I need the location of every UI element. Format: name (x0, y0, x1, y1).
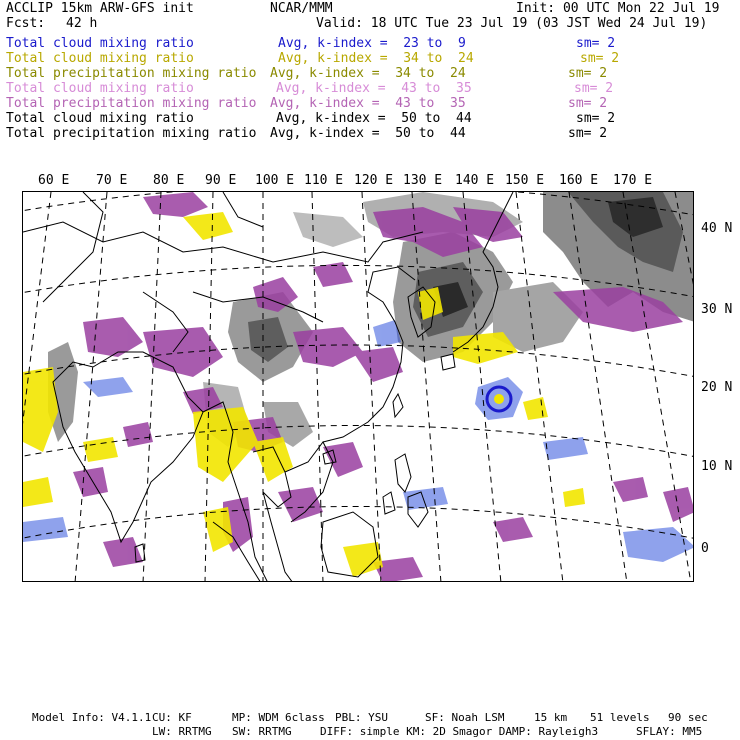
init-time: Init: 00 UTC Mon 22 Jul 19 (516, 1, 720, 16)
legend-sm: sm= 2 (568, 96, 608, 111)
lat-label: 30 N (701, 302, 733, 317)
legend-sm: sm= 2 (576, 36, 616, 51)
footer-pbl: PBL: YSU (335, 711, 388, 724)
legend-field: Total precipitation mixing ratio (6, 66, 257, 81)
footer-sf: SF: Noah LSM (425, 711, 505, 724)
lon-label: 90 E (205, 173, 237, 188)
forecast-hour: 42 h (66, 16, 98, 31)
footer-mp: MP: WDM 6class (232, 711, 325, 724)
legend-field: Total precipitation mixing ratio (6, 126, 257, 141)
lon-label: 60 E (38, 173, 70, 188)
legend-avg: Avg, k-index = 23 to 9 (278, 36, 466, 51)
lon-label: 120 E (354, 173, 394, 188)
legend-avg: Avg, k-index = 43 to 35 (270, 96, 466, 111)
lon-label: 170 E (613, 173, 653, 188)
legend-row (6, 81, 726, 96)
legend-row (6, 66, 726, 81)
forecast-label: Fcst: (6, 16, 46, 31)
organization-label: NCAR/MMM (270, 1, 333, 16)
legend-row (6, 111, 726, 126)
legend-avg: Avg, k-index = 34 to 24 (278, 51, 474, 66)
legend-field: Total cloud mixing ratio (6, 111, 194, 126)
valid-time: Valid: 18 UTC Tue 23 Jul 19 (03 JST Wed 24 Jul 19) (316, 16, 708, 31)
model-title: ACCLIP 15km ARW-GFS init (6, 1, 194, 16)
footer-model-info: Model Info: V4.1.1 (32, 711, 152, 724)
lon-label: 160 E (559, 173, 599, 188)
footer-cu: CU: KF (152, 711, 192, 724)
footer-levels: 51 levels (590, 711, 650, 724)
footer-lw: LW: RRTMG (152, 725, 212, 738)
footer-sflay: SFLAY: MM5 (636, 725, 703, 738)
cyclone-core (494, 394, 504, 404)
legend-field: Total cloud mixing ratio (6, 36, 194, 51)
footer-resolution: 15 km (534, 711, 568, 724)
legend-field: Total cloud mixing ratio (6, 51, 194, 66)
legend-row (6, 51, 726, 66)
legend-row (6, 126, 726, 141)
legend-avg: Avg, k-index = 50 to 44 (276, 111, 472, 126)
footer-timestep: 90 sec (668, 711, 708, 724)
lat-label: 10 N (701, 459, 733, 474)
legend-field: Total precipitation mixing ratio (6, 96, 257, 111)
lon-label: 110 E (304, 173, 344, 188)
lon-label: 70 E (96, 173, 128, 188)
map-panel (22, 191, 694, 582)
footer-sw: SW: RRTMG (232, 725, 292, 738)
legend-sm: sm= 2 (576, 111, 616, 126)
legend-sm: sm= 2 (574, 81, 614, 96)
legend-sm: sm= 2 (580, 51, 620, 66)
lon-label: 150 E (505, 173, 545, 188)
lat-label: 20 N (701, 380, 733, 395)
lon-label: 80 E (153, 173, 185, 188)
legend-sm: sm= 2 (568, 66, 608, 81)
legend-field: Total cloud mixing ratio (6, 81, 194, 96)
legend-sm: sm= 2 (568, 126, 608, 141)
lon-label: 140 E (455, 173, 495, 188)
footer-diff: DIFF: simple KM: 2D Smagor DAMP: Rayleigh3 (320, 725, 599, 738)
lat-label: 0 (701, 541, 709, 556)
lon-label: 130 E (403, 173, 443, 188)
forecast-map (23, 192, 694, 582)
lon-label: 100 E (255, 173, 295, 188)
legend-avg: Avg, k-index = 34 to 24 (270, 66, 466, 81)
legend-row (6, 36, 726, 51)
legend-avg: Avg, k-index = 50 to 44 (270, 126, 466, 141)
legend-row (6, 96, 726, 111)
legend-avg: Avg, k-index = 43 to 35 (276, 81, 472, 96)
lat-label: 40 N (701, 221, 733, 236)
